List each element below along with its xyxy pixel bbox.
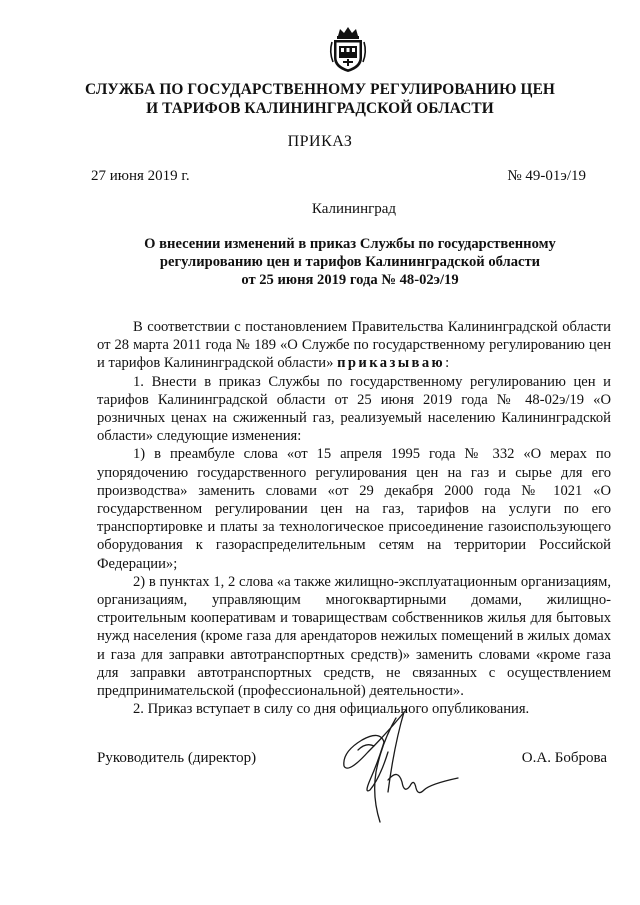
document-number: № 49-01э/19 — [507, 168, 586, 184]
organization-name-line2: И ТАРИФОВ КАЛИНИНГРАДСКОЙ ОБЛАСТИ — [146, 100, 494, 117]
paragraph-item-1: 1. Внести в приказ Службы по государственному регулированию цен и тарифов Калининградской области от 25 июня 2019 года № 48-02э/19 «О розничных ценах на сжиженный газ, реализуемый населению Калининградской области» следующие изменения: — [97, 373, 611, 445]
document-body — [97, 318, 611, 718]
document-subject — [100, 235, 600, 289]
organization-name-line1: СЛУЖБА ПО ГОСУДАРСТВЕННОМУ РЕГУЛИРОВАНИЮ ЦЕН — [84, 81, 556, 98]
paragraph-subitem-2: 2) в пунктах 1, 2 слова «а также жилищно-эксплуатационным организациям, организациям, управляющим многоквартирными домами, жилищно-строительным кооперативам и товариществам собственников жилья для бытовых нужд населения (кроме газа для арендаторов нежилых помещений в жилых домах и газа для заправки автотранспортных средств)» заменить словами «кроме газа для заправки автотранспортных средств, не связанных с осуществлением предпринимательской (профессиональной) деятельности». — [97, 573, 611, 700]
paragraph-preamble — [97, 318, 611, 373]
paragraph-item-2: 2. Приказ вступает в силу со дня официального опубликования. — [133, 701, 530, 718]
document-date: 27 июня 2019 г. — [91, 168, 190, 184]
signer-name: О.А. Боброва — [521, 750, 607, 766]
document-city: Калининград — [311, 201, 397, 217]
handwritten-signature — [318, 702, 468, 832]
signer-title: Руководитель (директор) — [97, 750, 257, 766]
subject-line3: от 25 июня 2019 года № 48-02э/19 — [241, 272, 459, 288]
document-type: ПРИКАЗ — [287, 133, 353, 150]
order-keyword: приказываю — [337, 355, 446, 372]
subject-line2: регулированию цен и тарифов Калининградской области — [159, 254, 541, 270]
subject-line1: О внесении изменений в приказ Службы по государственному — [144, 236, 556, 252]
organization-name — [60, 80, 580, 118]
coat-of-arms-icon — [326, 24, 370, 74]
preamble-text: В соответствии с постановлением Правительства Калининградской области от 28 марта 2011 года № 189 «О Службе по государственному регулированию цен и тарифов Калининградской области» — [97, 319, 611, 372]
paragraph-subitem-1: 1) в преамбуле слова «от 15 апреля 1995 года № 332 «О мерах по упорядочению государственного регулирования цен на газ и сырье для его производства» заменить словами «от 29 декабря 2000 года № 1021 «О государственном регулировании цен на газ, тарифов на услуги по его транспортировке и платы за технологическое присоединение газоиспользующего оборудования к газораспределительным сетям на территории Российской Федерации»; — [97, 446, 611, 572]
preamble-end: : — [445, 355, 450, 372]
